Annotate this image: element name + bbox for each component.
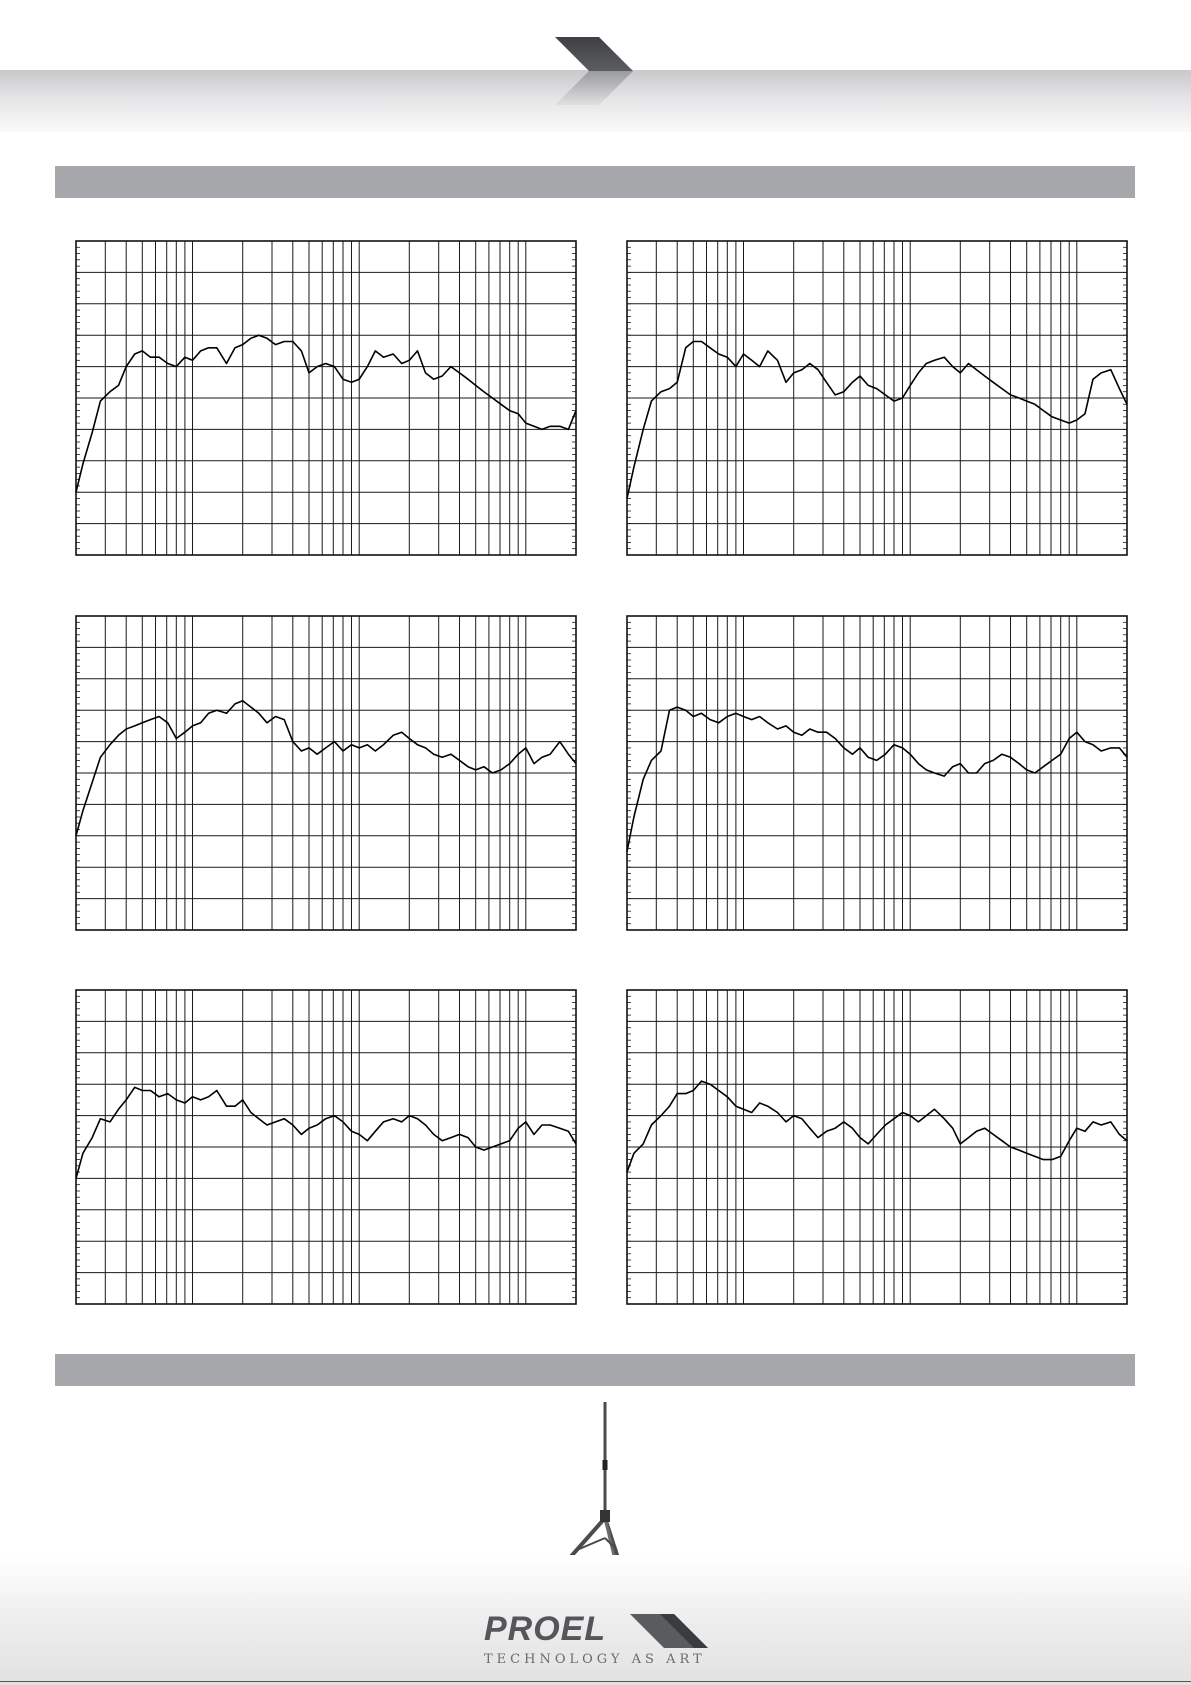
response-curve-1 <box>76 335 576 492</box>
logo-wordmark: PROEL <box>484 1610 607 1648</box>
bottom-rule <box>0 1681 1191 1682</box>
response-curve-1 <box>76 701 576 836</box>
proel-logo <box>480 1610 710 1682</box>
section-bar-accessories <box>55 1354 1135 1386</box>
section-bar-response <box>55 166 1135 198</box>
logo-tagline: TECHNOLOGY AS ART <box>484 1652 706 1667</box>
response-curve-1 <box>627 1081 1127 1172</box>
frequency-response-chart-1 <box>75 240 577 558</box>
response-curve-1 <box>76 1087 576 1178</box>
header-chevron-icon <box>553 37 635 105</box>
response-curve-1 <box>627 707 1127 851</box>
frequency-response-chart-3 <box>75 615 577 933</box>
response-curve-1 <box>627 342 1127 499</box>
frequency-response-chart-4 <box>626 615 1128 933</box>
frequency-response-chart-5 <box>75 989 577 1307</box>
frequency-response-chart-2 <box>626 240 1128 558</box>
logo-chevron-icon <box>630 1614 708 1648</box>
frequency-response-chart-6 <box>626 989 1128 1307</box>
